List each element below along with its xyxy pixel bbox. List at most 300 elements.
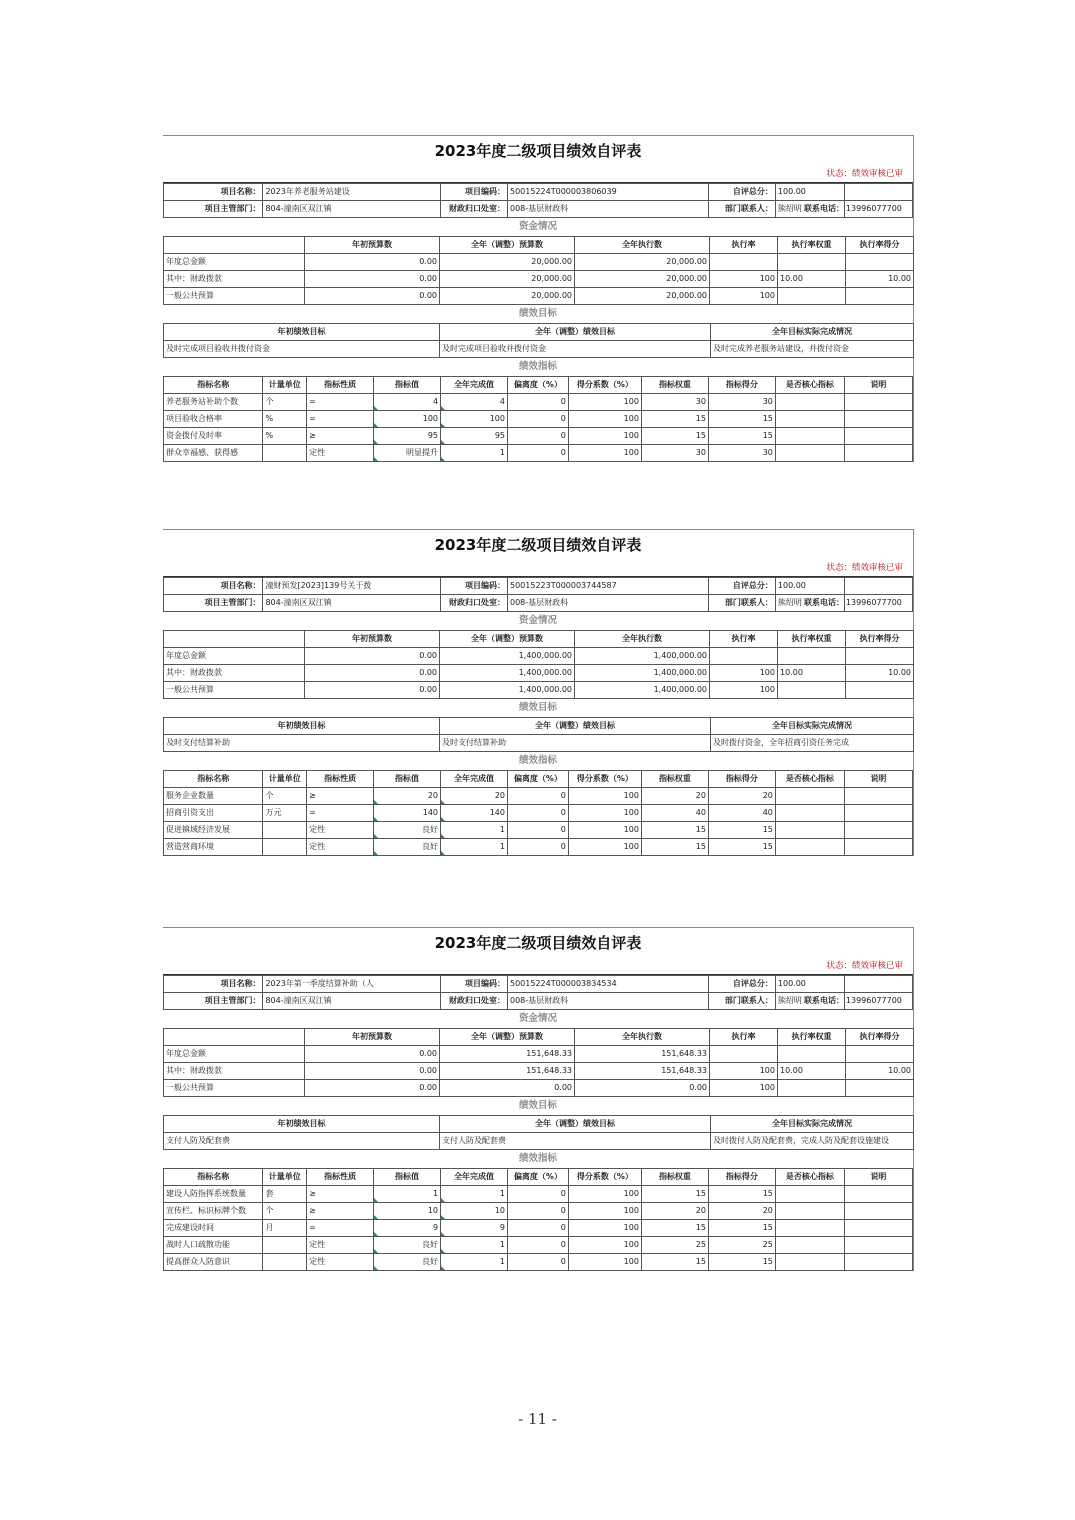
indicator-core	[775, 394, 844, 411]
fund-rate-weight	[778, 1080, 846, 1097]
indicator-nature: 定性	[307, 445, 374, 462]
indicator-name: 招商引资支出	[164, 805, 263, 822]
indicator-weight: 15	[641, 1254, 708, 1271]
fund-header-cell: 执行率权重	[778, 631, 846, 648]
contact-label: 部门联系人：	[708, 201, 775, 218]
fund-rate-score	[846, 1046, 914, 1063]
fund-executed: 20,000.00	[575, 288, 710, 305]
goal-table	[163, 717, 914, 752]
goal-header-cell: 全年目标实际完成情况	[711, 324, 914, 341]
fund-exec-rate: 100	[710, 682, 778, 699]
finance-office-label: 财政归口处室：	[441, 993, 508, 1010]
indicator-header-cell: 指标权重	[641, 377, 708, 394]
indicator-header-row	[164, 1169, 913, 1186]
fund-row-name: 其中：财政拨款	[164, 271, 305, 288]
indicator-unit: %	[263, 411, 307, 428]
goal-section-title: 绩效目标	[518, 1100, 557, 1111]
fund-section-title: 资金情况	[518, 615, 557, 626]
indicator-target: 良好	[374, 1254, 441, 1271]
fund-initial-budget: 0.00	[305, 1046, 440, 1063]
indicator-unit	[263, 1237, 307, 1254]
indicator-coefficient: 100	[568, 805, 641, 822]
indicator-deviation: 0	[508, 1220, 569, 1237]
goal-header-cell: 全年（调整）绩效目标	[440, 1116, 711, 1133]
indicator-nature: 定性	[307, 839, 374, 856]
indicator-deviation: 0	[508, 822, 569, 839]
page-number: - 11 -	[518, 1410, 557, 1428]
fund-row-name: 年度总金额	[164, 1046, 305, 1063]
indicator-section-title: 绩效指标	[518, 755, 557, 766]
indicator-header-cell: 指标权重	[641, 771, 708, 788]
project-name-value: 潼财预发[2023]139号关于拨	[263, 578, 441, 595]
fund-exec-rate	[710, 648, 778, 665]
project-code-label: 项目编码：	[441, 976, 508, 993]
project-code-value: 50015223T000003744587	[508, 578, 709, 595]
dept-value: 804-潼南区双江镇	[263, 595, 441, 612]
indicator-header-cell: 是否核心指标	[775, 377, 844, 394]
indicator-table	[163, 1168, 913, 1271]
fund-header-cell: 执行率得分	[846, 1029, 914, 1046]
indicator-nature: =	[307, 394, 374, 411]
evaluation-sheet	[163, 927, 914, 1271]
indicator-actual: 140	[441, 805, 508, 822]
indicator-coefficient: 100	[568, 445, 641, 462]
indicator-score: 15	[708, 411, 775, 428]
fund-row	[164, 1063, 914, 1080]
indicator-coefficient: 100	[568, 411, 641, 428]
project-info-row	[164, 976, 913, 993]
dept-info-row	[164, 201, 913, 218]
indicator-deviation: 0	[508, 445, 569, 462]
indicator-coefficient: 100	[568, 394, 641, 411]
indicator-name: 促进镇域经济发展	[164, 822, 263, 839]
indicator-note	[844, 839, 912, 856]
indicator-score: 15	[708, 1254, 775, 1271]
indicator-header-cell: 得分系数（%）	[568, 1169, 641, 1186]
indicator-score: 15	[708, 428, 775, 445]
fund-rate-score: 10.00	[846, 665, 914, 682]
finance-office-value: 008-基层财政科	[508, 201, 709, 218]
fund-header-row	[164, 1029, 914, 1046]
fund-row	[164, 665, 914, 682]
status-value: 绩效审核已审	[851, 961, 903, 971]
fund-adjusted-budget: 1,400,000.00	[440, 682, 575, 699]
indicator-actual: 1	[441, 1237, 508, 1254]
indicator-core	[775, 445, 844, 462]
indicator-unit: 套	[263, 1186, 307, 1203]
sheet-title: 2023年度二级项目绩效自评表	[434, 934, 642, 952]
indicator-header-cell: 说明	[844, 1169, 912, 1186]
indicator-deviation: 0	[508, 1254, 569, 1271]
fund-row-name: 一般公共预算	[164, 288, 305, 305]
fund-header-blank	[164, 1029, 305, 1046]
indicator-name: 提高群众人防意识	[164, 1254, 263, 1271]
indicator-actual: 9	[441, 1220, 508, 1237]
fund-rate-weight: 10.00	[778, 665, 846, 682]
fund-row	[164, 254, 914, 271]
indicator-note	[844, 822, 912, 839]
indicator-table	[163, 376, 913, 462]
indicator-target: 1	[374, 1186, 441, 1203]
indicator-header-row	[164, 771, 913, 788]
indicator-header-cell: 指标权重	[641, 1169, 708, 1186]
fund-header-cell: 执行率权重	[778, 237, 846, 254]
finance-office-label: 财政归口处室：	[441, 201, 508, 218]
status-prefix: 状态：	[826, 563, 852, 573]
indicator-header-cell: 指标名称	[164, 771, 263, 788]
fund-rate-score	[846, 254, 914, 271]
indicator-weight: 15	[641, 1220, 708, 1237]
indicator-core	[775, 805, 844, 822]
indicator-coefficient: 100	[568, 822, 641, 839]
contact-label: 部门联系人：	[708, 595, 775, 612]
indicator-weight: 15	[641, 822, 708, 839]
goal-content-row	[164, 735, 914, 752]
goal-actual: 及时拨付人防及配套费，完成人防及配套设施建设	[711, 1133, 914, 1150]
indicator-header-cell: 计量单位	[263, 377, 307, 394]
indicator-nature: =	[307, 1220, 374, 1237]
fund-rate-weight	[778, 648, 846, 665]
indicator-weight: 20	[641, 1203, 708, 1220]
indicator-header-cell: 指标得分	[708, 771, 775, 788]
goal-section-title: 绩效目标	[518, 702, 557, 713]
indicator-row	[164, 445, 913, 462]
indicator-note	[844, 788, 912, 805]
fund-header-blank	[164, 631, 305, 648]
indicator-deviation: 0	[508, 1186, 569, 1203]
fund-adjusted-budget: 1,400,000.00	[440, 648, 575, 665]
indicator-header-cell: 说明	[844, 377, 912, 394]
fund-row	[164, 271, 914, 288]
goal-actual: 及时拨付资金，全年招商引资任务完成	[711, 735, 914, 752]
indicator-nature: ≥	[307, 788, 374, 805]
indicator-unit	[263, 1254, 307, 1271]
indicator-core	[775, 822, 844, 839]
indicator-header-cell: 指标值	[374, 1169, 441, 1186]
indicator-deviation: 0	[508, 411, 569, 428]
finance-office-value: 008-基层财政科	[508, 595, 709, 612]
fund-exec-rate	[710, 254, 778, 271]
goal-adjusted: 及时完成项目验收并拨付资金	[440, 341, 711, 358]
goal-section-title: 绩效目标	[518, 308, 557, 319]
status-line	[163, 958, 913, 975]
indicator-note	[844, 411, 912, 428]
sheet-title: 2023年度二级项目绩效自评表	[434, 142, 642, 160]
indicator-target: 明显提升	[374, 445, 441, 462]
info-table	[163, 183, 913, 218]
phone-label-text: 联系电话：	[804, 598, 844, 607]
indicator-actual: 1	[441, 445, 508, 462]
indicator-target: 100	[374, 411, 441, 428]
indicator-name: 群众幸福感、获得感	[164, 445, 263, 462]
indicator-header-cell: 指标值	[374, 377, 441, 394]
indicator-weight: 15	[641, 428, 708, 445]
indicator-unit	[263, 445, 307, 462]
indicator-header-cell: 指标性质	[307, 377, 374, 394]
dept-label: 项目主管部门：	[164, 201, 263, 218]
info-table	[163, 975, 913, 1010]
fund-rate-weight	[778, 254, 846, 271]
blank-cell	[844, 578, 912, 595]
indicator-row	[164, 1186, 913, 1203]
fund-initial-budget: 0.00	[305, 271, 440, 288]
fund-rate-weight	[778, 682, 846, 699]
indicator-target: 4	[374, 394, 441, 411]
fund-rate-weight	[778, 288, 846, 305]
indicator-core	[775, 428, 844, 445]
project-info-row	[164, 578, 913, 595]
fund-row	[164, 648, 914, 665]
indicator-header-cell: 偏离度（%）	[508, 771, 569, 788]
fund-executed: 1,400,000.00	[575, 665, 710, 682]
project-name-value: 2023年养老服务站建设	[263, 184, 441, 201]
fund-adjusted-budget: 1,400,000.00	[440, 665, 575, 682]
self-score-label: 自评总分：	[708, 184, 775, 201]
indicator-unit	[263, 822, 307, 839]
finance-office-value: 008-基层财政科	[508, 993, 709, 1010]
indicator-name: 资金拨付及时率	[164, 428, 263, 445]
indicator-deviation: 0	[508, 805, 569, 822]
indicator-actual: 1	[441, 1186, 508, 1203]
indicator-weight: 40	[641, 805, 708, 822]
indicator-row	[164, 788, 913, 805]
phone-label	[804, 595, 912, 612]
indicator-header-cell: 说明	[844, 771, 912, 788]
indicator-row	[164, 394, 913, 411]
indicator-header-cell: 得分系数（%）	[568, 771, 641, 788]
indicator-score: 20	[708, 788, 775, 805]
indicator-header-cell: 是否核心指标	[775, 1169, 844, 1186]
fund-executed: 151,648.33	[575, 1063, 710, 1080]
fund-table	[163, 1028, 914, 1097]
indicator-header-cell: 全年完成值	[441, 1169, 508, 1186]
indicator-core	[775, 788, 844, 805]
indicator-weight: 20	[641, 788, 708, 805]
fund-header-cell: 全年（调整）预算数	[440, 237, 575, 254]
indicator-row	[164, 1254, 913, 1271]
project-name-label: 项目名称：	[164, 578, 263, 595]
status-prefix: 状态：	[826, 961, 852, 971]
indicator-actual: 100	[441, 411, 508, 428]
phone-label	[804, 993, 912, 1010]
indicator-name: 建设人防指挥系统数量	[164, 1186, 263, 1203]
fund-row-name: 年度总金额	[164, 648, 305, 665]
indicator-coefficient: 100	[568, 1203, 641, 1220]
fund-rate-weight: 10.00	[778, 1063, 846, 1080]
project-code-label: 项目编码：	[441, 184, 508, 201]
indicator-core	[775, 1254, 844, 1271]
indicator-actual: 1	[441, 839, 508, 856]
indicator-target: 140	[374, 805, 441, 822]
indicator-score: 15	[708, 1220, 775, 1237]
indicator-core	[775, 1220, 844, 1237]
indicator-weight: 15	[641, 839, 708, 856]
dept-value: 804-潼南区双江镇	[263, 993, 441, 1010]
fund-rate-weight	[778, 1046, 846, 1063]
fund-table	[163, 630, 914, 699]
goal-adjusted: 支付人防及配套费	[440, 1133, 711, 1150]
indicator-deviation: 0	[508, 394, 569, 411]
status-prefix: 状态：	[826, 169, 852, 179]
dept-value: 804-潼南区双江镇	[263, 201, 441, 218]
fund-executed: 151,648.33	[575, 1046, 710, 1063]
indicator-nature: 定性	[307, 1254, 374, 1271]
fund-adjusted-budget: 20,000.00	[440, 288, 575, 305]
indicator-weight: 30	[641, 445, 708, 462]
indicator-note	[844, 1186, 912, 1203]
indicator-core	[775, 839, 844, 856]
fund-header-cell: 年初预算数	[305, 237, 440, 254]
fund-adjusted-budget: 20,000.00	[440, 254, 575, 271]
indicator-nature: =	[307, 411, 374, 428]
phone-label-text: 联系电话：	[804, 204, 844, 213]
fund-exec-rate: 100	[710, 271, 778, 288]
indicator-actual: 1	[441, 822, 508, 839]
fund-row	[164, 1046, 914, 1063]
indicator-target: 良好	[374, 839, 441, 856]
indicator-name: 养老服务站补助个数	[164, 394, 263, 411]
fund-initial-budget: 0.00	[305, 682, 440, 699]
indicator-target: 9	[374, 1220, 441, 1237]
indicator-target: 良好	[374, 822, 441, 839]
fund-exec-rate: 100	[710, 1080, 778, 1097]
fund-row-name: 年度总金额	[164, 254, 305, 271]
contact-value: 熊绍明	[775, 993, 844, 1010]
indicator-coefficient: 100	[568, 839, 641, 856]
indicator-weight: 15	[641, 411, 708, 428]
status-value: 绩效审核已审	[851, 169, 903, 179]
fund-section-title: 资金情况	[518, 221, 557, 232]
fund-header-cell: 执行率权重	[778, 1029, 846, 1046]
indicator-header-cell: 指标名称	[164, 377, 263, 394]
indicator-score: 15	[708, 1186, 775, 1203]
goal-initial: 及时完成项目验收并拨付资金	[164, 341, 440, 358]
indicator-name: 战时人口疏散功能	[164, 1237, 263, 1254]
goal-table	[163, 1115, 914, 1150]
indicator-nature: 定性	[307, 1237, 374, 1254]
fund-rate-score	[846, 288, 914, 305]
fund-row	[164, 1080, 914, 1097]
contact-value: 熊绍明	[775, 595, 844, 612]
fund-executed: 20,000.00	[575, 254, 710, 271]
indicator-weight: 25	[641, 1237, 708, 1254]
fund-header-cell: 执行率	[710, 1029, 778, 1046]
fund-executed: 0.00	[575, 1080, 710, 1097]
goal-header-cell: 年初绩效目标	[164, 718, 440, 735]
fund-adjusted-budget: 151,648.33	[440, 1063, 575, 1080]
fund-header-row	[164, 631, 914, 648]
project-name-label: 项目名称：	[164, 184, 263, 201]
fund-rate-score	[846, 648, 914, 665]
fund-header-cell: 全年执行数	[575, 631, 710, 648]
dept-info-row	[164, 993, 913, 1010]
indicator-header-cell: 得分系数（%）	[568, 377, 641, 394]
indicator-actual: 10	[441, 1203, 508, 1220]
indicator-nature: ≥	[307, 1203, 374, 1220]
indicator-core	[775, 1237, 844, 1254]
indicator-unit	[263, 839, 307, 856]
indicator-core	[775, 1186, 844, 1203]
indicator-coefficient: 100	[568, 1237, 641, 1254]
status-line	[163, 560, 913, 577]
indicator-header-cell: 全年完成值	[441, 377, 508, 394]
goal-content-row	[164, 1133, 914, 1150]
indicator-coefficient: 100	[568, 1254, 641, 1271]
fund-rate-score	[846, 1080, 914, 1097]
indicator-header-cell: 指标得分	[708, 377, 775, 394]
self-score-label: 自评总分：	[708, 578, 775, 595]
indicator-header-cell: 指标名称	[164, 1169, 263, 1186]
indicator-score: 15	[708, 822, 775, 839]
project-info-row	[164, 184, 913, 201]
phone-label	[804, 201, 912, 218]
indicator-row	[164, 805, 913, 822]
fund-header-cell: 执行率得分	[846, 631, 914, 648]
indicator-row	[164, 428, 913, 445]
fund-row-name: 其中：财政拨款	[164, 665, 305, 682]
fund-rate-score	[846, 682, 914, 699]
fund-initial-budget: 0.00	[305, 288, 440, 305]
indicator-weight: 30	[641, 394, 708, 411]
fund-row-name: 其中：财政拨款	[164, 1063, 305, 1080]
goal-adjusted: 及时支付结算补助	[440, 735, 711, 752]
dept-label: 项目主管部门：	[164, 993, 263, 1010]
project-code-value: 50015224T000003806039	[508, 184, 709, 201]
goal-header-cell: 全年（调整）绩效目标	[440, 718, 711, 735]
fund-initial-budget: 0.00	[305, 1080, 440, 1097]
indicator-score: 30	[708, 394, 775, 411]
fund-executed: 20,000.00	[575, 271, 710, 288]
indicator-coefficient: 100	[568, 788, 641, 805]
fund-initial-budget: 0.00	[305, 665, 440, 682]
indicator-unit: 个	[263, 1203, 307, 1220]
fund-row-name: 一般公共预算	[164, 1080, 305, 1097]
indicator-coefficient: 100	[568, 1186, 641, 1203]
indicator-section-title: 绩效指标	[518, 361, 557, 372]
indicator-header-cell: 指标性质	[307, 1169, 374, 1186]
fund-adjusted-budget: 20,000.00	[440, 271, 575, 288]
indicator-name: 完成建设时间	[164, 1220, 263, 1237]
indicator-header-row	[164, 377, 913, 394]
dept-label: 项目主管部门：	[164, 595, 263, 612]
info-table	[163, 577, 913, 612]
project-code-value: 50015224T000003834534	[508, 976, 709, 993]
self-score-value: 100.00	[775, 578, 844, 595]
status-line	[163, 166, 913, 183]
indicator-unit: %	[263, 428, 307, 445]
indicator-score: 25	[708, 1237, 775, 1254]
goal-header-cell: 全年目标实际完成情况	[711, 718, 914, 735]
indicator-header-cell: 计量单位	[263, 1169, 307, 1186]
fund-header-row	[164, 237, 914, 254]
indicator-row	[164, 411, 913, 428]
indicator-deviation: 0	[508, 1237, 569, 1254]
fund-exec-rate: 100	[710, 1063, 778, 1080]
fund-exec-rate: 100	[710, 665, 778, 682]
self-score-value: 100.00	[775, 976, 844, 993]
fund-header-cell: 年初预算数	[305, 631, 440, 648]
indicator-name: 服务企业数量	[164, 788, 263, 805]
fund-table	[163, 236, 914, 305]
indicator-weight: 15	[641, 1186, 708, 1203]
fund-executed: 1,400,000.00	[575, 648, 710, 665]
indicator-header-cell: 指标得分	[708, 1169, 775, 1186]
indicator-header-cell: 全年完成值	[441, 771, 508, 788]
indicator-deviation: 0	[508, 839, 569, 856]
indicator-unit: 个	[263, 394, 307, 411]
indicator-actual: 20	[441, 788, 508, 805]
indicator-name: 营造营商环境	[164, 839, 263, 856]
